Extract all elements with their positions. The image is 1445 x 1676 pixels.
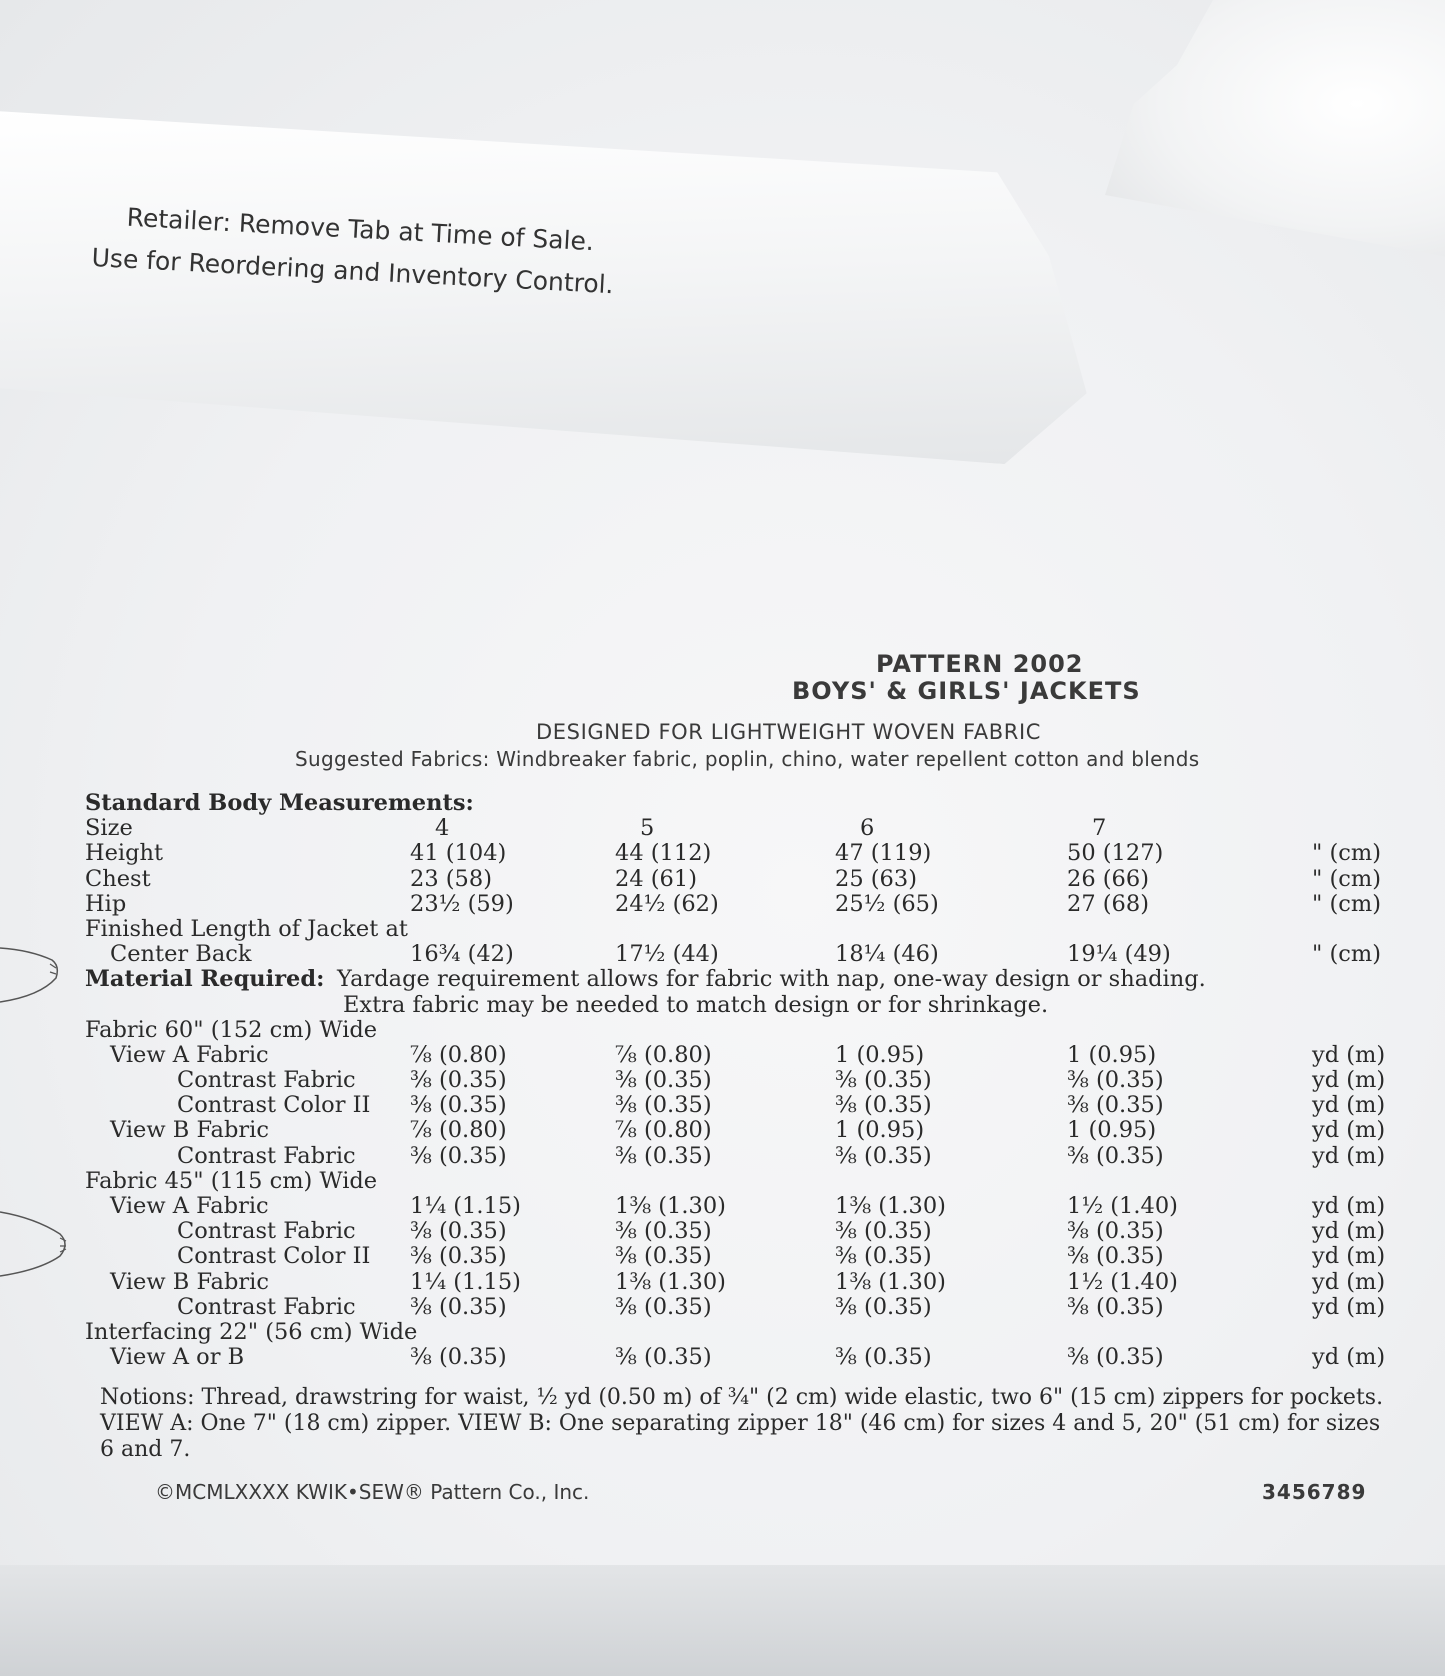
tab-line-2: Use for Reordering and Inventory Control.: [90, 242, 615, 300]
unit: yd (m): [1312, 1041, 1386, 1068]
yardage-row: [85, 1243, 1405, 1268]
row-label: Contrast Fabric: [177, 1142, 356, 1169]
cell-size-4: 1¼ (1.15): [410, 1193, 521, 1219]
cell-size-6: 1⅜ (1.30): [835, 1193, 946, 1219]
fabric-group-label: Fabric 60" (152 cm) Wide: [85, 1016, 378, 1043]
cell-size-5: 1⅜ (1.30): [615, 1193, 726, 1219]
cell-size-7: ⅜ (0.35): [1067, 1092, 1164, 1119]
cell-size-7: ⅜ (0.35): [1067, 1218, 1164, 1245]
unit: " (cm): [1312, 865, 1381, 892]
cell-size-7: 1½ (1.40): [1067, 1193, 1178, 1219]
size-header: 7: [1092, 815, 1107, 842]
unit: " (cm): [1312, 941, 1381, 968]
measurements-table: [85, 790, 1405, 1369]
finished-length-label: Finished Length of Jacket at: [85, 915, 408, 942]
cell-size-4: 23½ (59): [410, 890, 514, 917]
body-measurements-heading: Standard Body Measurements:: [85, 790, 474, 816]
cell-size-5: ⅜ (0.35): [615, 1092, 712, 1119]
copyright: ©MCMLXXXX KWIK•SEW® Pattern Co., Inc.: [155, 1480, 590, 1504]
yardage-row: [85, 1143, 1405, 1168]
cell-size-4: ⅜ (0.35): [410, 1344, 507, 1371]
cell-size-4: ⅜ (0.35): [410, 1293, 507, 1320]
cell-size-7: 1½ (1.40): [1067, 1268, 1178, 1295]
cell-size-6: ⅜ (0.35): [835, 1067, 932, 1094]
cell-size-5: ⅜ (0.35): [615, 1243, 712, 1270]
yardage-row: [85, 1269, 1405, 1294]
unit: yd (m): [1312, 1344, 1386, 1371]
cell-size-5: 1⅜ (1.30): [615, 1268, 726, 1295]
cell-size-7: 19¼ (49): [1067, 941, 1171, 968]
cell-size-7: 1 (0.95): [1067, 1041, 1157, 1068]
cell-size-6: 47 (119): [835, 840, 932, 867]
size-header: 4: [435, 815, 450, 842]
cell-size-4: 23 (58): [410, 865, 492, 892]
cell-size-4: ⅜ (0.35): [410, 1067, 507, 1094]
cell-size-5: ⅜ (0.35): [615, 1293, 712, 1320]
material-heading-row: [85, 966, 1405, 991]
cell-size-5: 24½ (62): [615, 890, 719, 917]
sleeve-sketch-icon: [0, 940, 70, 1010]
cell-size-6: ⅜ (0.35): [835, 1218, 932, 1245]
row-label: Contrast Fabric: [177, 1218, 356, 1245]
cell-size-5: 24 (61): [615, 865, 697, 892]
cell-size-7: 1 (0.95): [1067, 1117, 1157, 1144]
cell-size-4: ⅜ (0.35): [410, 1243, 507, 1270]
unit: yd (m): [1312, 1117, 1386, 1144]
cell-size-7: 27 (68): [1067, 890, 1149, 917]
cell-size-6: 18¼ (46): [835, 941, 939, 968]
cell-size-4: 1¼ (1.15): [410, 1268, 521, 1295]
size-header: 6: [860, 815, 875, 842]
cell-size-4: ⅜ (0.35): [410, 1218, 507, 1245]
size-label: Size: [85, 815, 133, 842]
yardage-row: [85, 1092, 1405, 1117]
unit: yd (m): [1312, 1218, 1386, 1245]
pattern-title: BOYS' & GIRLS' JACKETS: [792, 677, 1141, 705]
inventory-code: 3456789: [1262, 1480, 1367, 1504]
cell-size-4: ⅜ (0.35): [410, 1092, 507, 1119]
cell-size-4: ⅞ (0.80): [410, 1041, 507, 1068]
row-label: Center Back: [110, 941, 252, 968]
height-row: [85, 840, 1405, 865]
cell-size-4: 41 (104): [410, 840, 507, 867]
cell-size-5: ⅞ (0.80): [615, 1041, 712, 1068]
yardage-row: [85, 1344, 1405, 1369]
row-label: Hip: [85, 890, 127, 917]
row-label: Contrast Color II: [177, 1243, 371, 1270]
cell-size-4: 16¾ (42): [410, 941, 514, 968]
unit: " (cm): [1312, 840, 1381, 867]
fabric-group-label: Fabric 45" (115 cm) Wide: [85, 1167, 378, 1194]
row-label: Chest: [85, 865, 151, 892]
size-header: 5: [640, 815, 655, 842]
suggested-fabrics: Suggested Fabrics: Windbreaker fabric, poplin, chino, water repellent cotton and blends: [295, 747, 1200, 771]
cell-size-5: ⅜ (0.35): [615, 1142, 712, 1169]
unit: " (cm): [1312, 890, 1381, 917]
unit: yd (m): [1312, 1092, 1386, 1119]
cell-size-4: ⅞ (0.80): [410, 1117, 507, 1144]
row-label: Height: [85, 840, 164, 867]
cell-size-5: ⅜ (0.35): [615, 1067, 712, 1094]
size-row: [85, 815, 1405, 840]
cell-size-7: 26 (66): [1067, 865, 1149, 892]
sleeve-sketch-icon: [0, 1210, 70, 1280]
yardage-row: [85, 1294, 1405, 1319]
cell-size-7: ⅜ (0.35): [1067, 1344, 1164, 1371]
pattern-number: PATTERN 2002: [876, 650, 1084, 678]
cell-size-6: ⅜ (0.35): [835, 1092, 932, 1119]
cell-size-6: 1 (0.95): [835, 1041, 925, 1068]
row-label: View A Fabric: [110, 1041, 269, 1068]
unit: yd (m): [1312, 1268, 1386, 1295]
row-label: View A or B: [110, 1344, 245, 1371]
row-label: Contrast Fabric: [177, 1067, 356, 1094]
cell-size-5: ⅞ (0.80): [615, 1117, 712, 1144]
cell-size-6: ⅜ (0.35): [835, 1243, 932, 1270]
unit: yd (m): [1312, 1293, 1386, 1320]
yardage-row: [85, 1067, 1405, 1092]
cell-size-7: ⅜ (0.35): [1067, 1142, 1164, 1169]
cell-size-4: ⅜ (0.35): [410, 1142, 507, 1169]
notions-text: Notions: Thread, drawstring for waist, ½ yd (0.50 m) of ¾" (2 cm) wide elastic, two 6" (15 cm) zippers for pockets. VIEW A: One 7" (18 cm) zipper. VIEW B: One separating zipper 18" (46 cm) for sizes 4 and 5, 20" (51 cm) for sizes 6 and 7.: [100, 1385, 1384, 1462]
unit: yd (m): [1312, 1193, 1386, 1219]
material-heading: Material Required:: [85, 966, 325, 993]
cell-size-6: 1⅜ (1.30): [835, 1268, 946, 1295]
row-label: View A Fabric: [110, 1193, 269, 1219]
tab-line-1: Retailer: Remove Tab at Time of Sale.: [126, 202, 595, 257]
cell-size-5: ⅜ (0.35): [615, 1218, 712, 1245]
cell-size-6: 25 (63): [835, 865, 917, 892]
chest-row: [85, 866, 1405, 891]
designed-for: DESIGNED FOR LIGHTWEIGHT WOVEN FABRIC: [536, 720, 1042, 744]
cell-size-7: ⅜ (0.35): [1067, 1243, 1164, 1270]
cell-size-6: 25½ (65): [835, 890, 939, 917]
cell-size-6: ⅜ (0.35): [835, 1344, 932, 1371]
row-label: Contrast Fabric: [177, 1293, 356, 1320]
material-description-2: Extra fabric may be needed to match design or for shrinkage.: [343, 991, 1049, 1018]
cell-size-7: ⅜ (0.35): [1067, 1067, 1164, 1094]
cell-size-7: 50 (127): [1067, 840, 1164, 867]
cell-size-5: 44 (112): [615, 840, 712, 867]
row-label: View B Fabric: [110, 1268, 269, 1295]
material-description: Yardage requirement allows for fabric with nap, one-way design or shading.: [337, 966, 1206, 993]
envelope-bottom-edge: [0, 1565, 1445, 1676]
yardage-row: [85, 1193, 1405, 1218]
cell-size-6: ⅜ (0.35): [835, 1142, 932, 1169]
cell-size-7: ⅜ (0.35): [1067, 1293, 1164, 1320]
cell-size-5: 17½ (44): [615, 941, 719, 968]
fabric-group-label: Interfacing 22" (56 cm) Wide: [85, 1318, 418, 1345]
cell-size-6: 1 (0.95): [835, 1117, 925, 1144]
yardage-row: [85, 1042, 1405, 1067]
yardage-row: [85, 1218, 1405, 1243]
row-label: Contrast Color II: [177, 1092, 371, 1119]
row-label: View B Fabric: [110, 1117, 269, 1144]
unit: yd (m): [1312, 1067, 1386, 1094]
unit: yd (m): [1312, 1243, 1386, 1270]
hip-row: [85, 891, 1405, 916]
center-back-row: [85, 941, 1405, 966]
cell-size-6: ⅜ (0.35): [835, 1293, 932, 1320]
unit: yd (m): [1312, 1142, 1386, 1169]
yardage-row: [85, 1117, 1405, 1142]
cell-size-5: ⅜ (0.35): [615, 1344, 712, 1371]
